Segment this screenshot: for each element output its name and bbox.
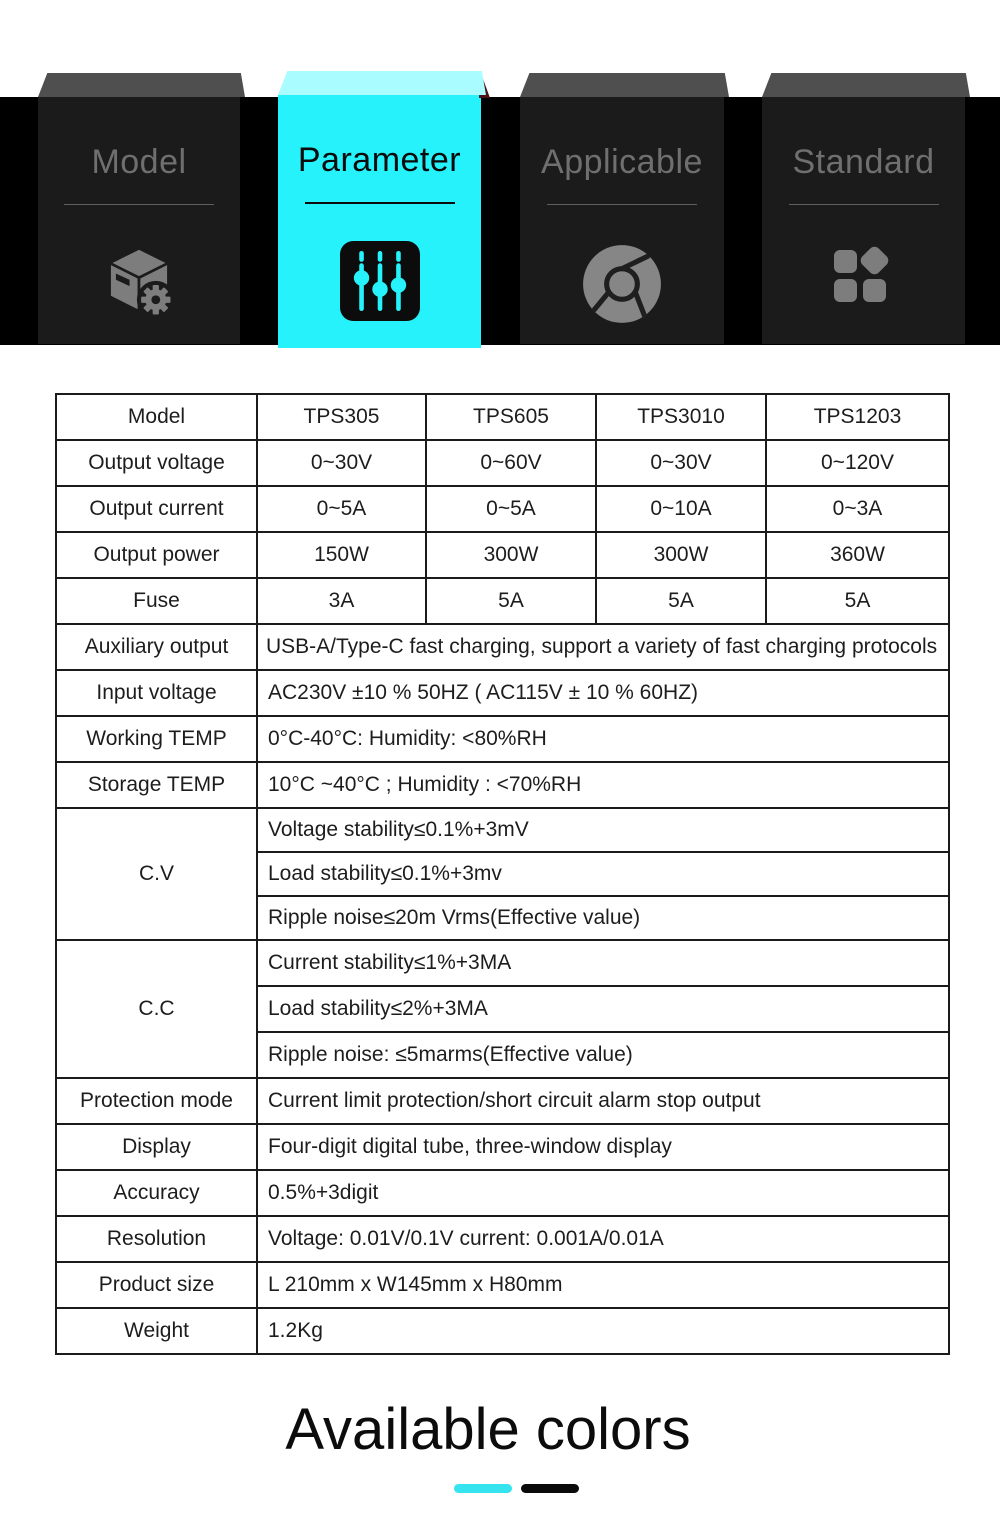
model-cell: TPS1203 <box>766 394 949 440</box>
spec-value-cell: USB-A/Type-C fast charging, support a variety of fast charging protocols <box>257 624 949 670</box>
spec-value-cell: 10°C ~40°C ; Humidity : <70%RH <box>257 762 949 808</box>
shapes-icon <box>762 242 965 322</box>
package-gear-icon <box>38 242 240 326</box>
spec-value-cell: 0~120V <box>766 440 949 486</box>
table-row <box>56 532 949 578</box>
spec-label-cell: Output voltage <box>56 440 257 486</box>
table-row <box>56 940 949 986</box>
model-cell: TPS605 <box>426 394 596 440</box>
spec-value-cell: 300W <box>426 532 596 578</box>
spec-label-cell: Model <box>56 394 257 440</box>
spec-value-cell: Voltage stability≤0.1%+3mV <box>257 808 949 852</box>
tab-applicable[interactable] <box>520 97 724 344</box>
table-row <box>56 394 949 440</box>
available-colors-title: Available colors <box>285 1397 691 1462</box>
spec-label-cell: Resolution <box>56 1216 257 1262</box>
spec-value-cell: Current limit protection/short circuit alarm stop output <box>257 1078 949 1124</box>
spec-label-cell: Fuse <box>56 578 257 624</box>
tab-parameter[interactable] <box>278 95 481 348</box>
model-cell: TPS3010 <box>596 394 766 440</box>
color-swatches <box>454 1484 579 1493</box>
tab-model-flap <box>38 73 245 97</box>
spec-value-cell: 3A <box>257 578 426 624</box>
table-row <box>56 670 949 716</box>
spec-label-cell: Output power <box>56 532 257 578</box>
spec-value-cell: AC230V ±10 % 50HZ ( AC115V ± 10 % 60HZ) <box>257 670 949 716</box>
spec-value-cell: 0~3A <box>766 486 949 532</box>
spec-value-cell: 5A <box>596 578 766 624</box>
table-row <box>56 762 949 808</box>
table-row <box>56 1262 949 1308</box>
spec-value-cell: L 210mm x W145mm x H80mm <box>257 1262 949 1308</box>
table-row <box>56 1124 949 1170</box>
spec-value-cell: 150W <box>257 532 426 578</box>
spec-label-cell: Accuracy <box>56 1170 257 1216</box>
tab-model[interactable] <box>38 97 240 344</box>
spec-value-cell: Load stability≤2%+3MA <box>257 986 949 1032</box>
model-cell: TPS305 <box>257 394 426 440</box>
spec-value-cell: 1.2Kg <box>257 1308 949 1354</box>
spec-label-cell: Weight <box>56 1308 257 1354</box>
tab-applicable-flap <box>520 73 729 97</box>
spec-table <box>55 393 950 1355</box>
spec-value-cell: Voltage: 0.01V/0.1V current: 0.001A/0.01A <box>257 1216 949 1262</box>
table-row <box>56 578 949 624</box>
table-row <box>56 624 949 670</box>
tab-label: Standard <box>792 143 935 181</box>
tab-label: Parameter <box>297 141 462 179</box>
table-row <box>56 1308 949 1354</box>
spec-label-cell: Auxiliary output <box>56 624 257 670</box>
tab-label: Model <box>91 143 187 181</box>
spec-label-cell: Display <box>56 1124 257 1170</box>
table-row <box>56 808 949 852</box>
spec-value-cell: 0~5A <box>426 486 596 532</box>
spec-label-cell: Input voltage <box>56 670 257 716</box>
table-row <box>56 1216 949 1262</box>
table-row <box>56 1170 949 1216</box>
cyan-color-swatch <box>454 1484 512 1493</box>
tab-underline <box>64 204 214 205</box>
spec-value-cell: Load stability≤0.1%+3mv <box>257 852 949 896</box>
spec-label-cell: Protection mode <box>56 1078 257 1124</box>
table-row <box>56 1078 949 1124</box>
spec-value-cell: 0.5%+3digit <box>257 1170 949 1216</box>
spec-value-cell: Ripple noise≤20m Vrms(Effective value) <box>257 896 949 940</box>
spec-value-cell: Ripple noise: ≤5marms(Effective value) <box>257 1032 949 1078</box>
tab-standard-flap <box>762 73 970 97</box>
spec-value-cell: 5A <box>426 578 596 624</box>
table-row <box>56 440 949 486</box>
spec-value-cell: 0~60V <box>426 440 596 486</box>
tab-parameter-flap <box>278 71 486 95</box>
spec-label-cell: C.C <box>56 940 257 1078</box>
chrome-icon <box>520 242 724 326</box>
spec-label-cell: Storage TEMP <box>56 762 257 808</box>
table-row <box>56 486 949 532</box>
black-color-swatch <box>521 1484 579 1493</box>
spec-label-cell: Output current <box>56 486 257 532</box>
tab-underline <box>789 204 939 205</box>
table-row <box>56 716 949 762</box>
spec-value-cell: 0~30V <box>257 440 426 486</box>
spec-value-cell: 0~10A <box>596 486 766 532</box>
spec-value-cell: 5A <box>766 578 949 624</box>
spec-value-cell: 300W <box>596 532 766 578</box>
spec-value-cell: 0~30V <box>596 440 766 486</box>
spec-value-cell: 0~5A <box>257 486 426 532</box>
sliders-icon <box>278 241 481 321</box>
spec-value-cell: Current stability≤1%+3MA <box>257 940 949 986</box>
spec-value-cell: 360W <box>766 532 949 578</box>
spec-value-cell: 0°C-40°C: Humidity: <80%RH <box>257 716 949 762</box>
tab-underline <box>305 202 455 204</box>
spec-label-cell: Working TEMP <box>56 716 257 762</box>
spec-value-cell: Four-digit digital tube, three-window display <box>257 1124 949 1170</box>
spec-label-cell: Product size <box>56 1262 257 1308</box>
tab-underline <box>547 204 697 205</box>
tab-label: Applicable <box>541 143 703 181</box>
spec-label-cell: C.V <box>56 808 257 940</box>
tab-standard[interactable] <box>762 97 965 344</box>
